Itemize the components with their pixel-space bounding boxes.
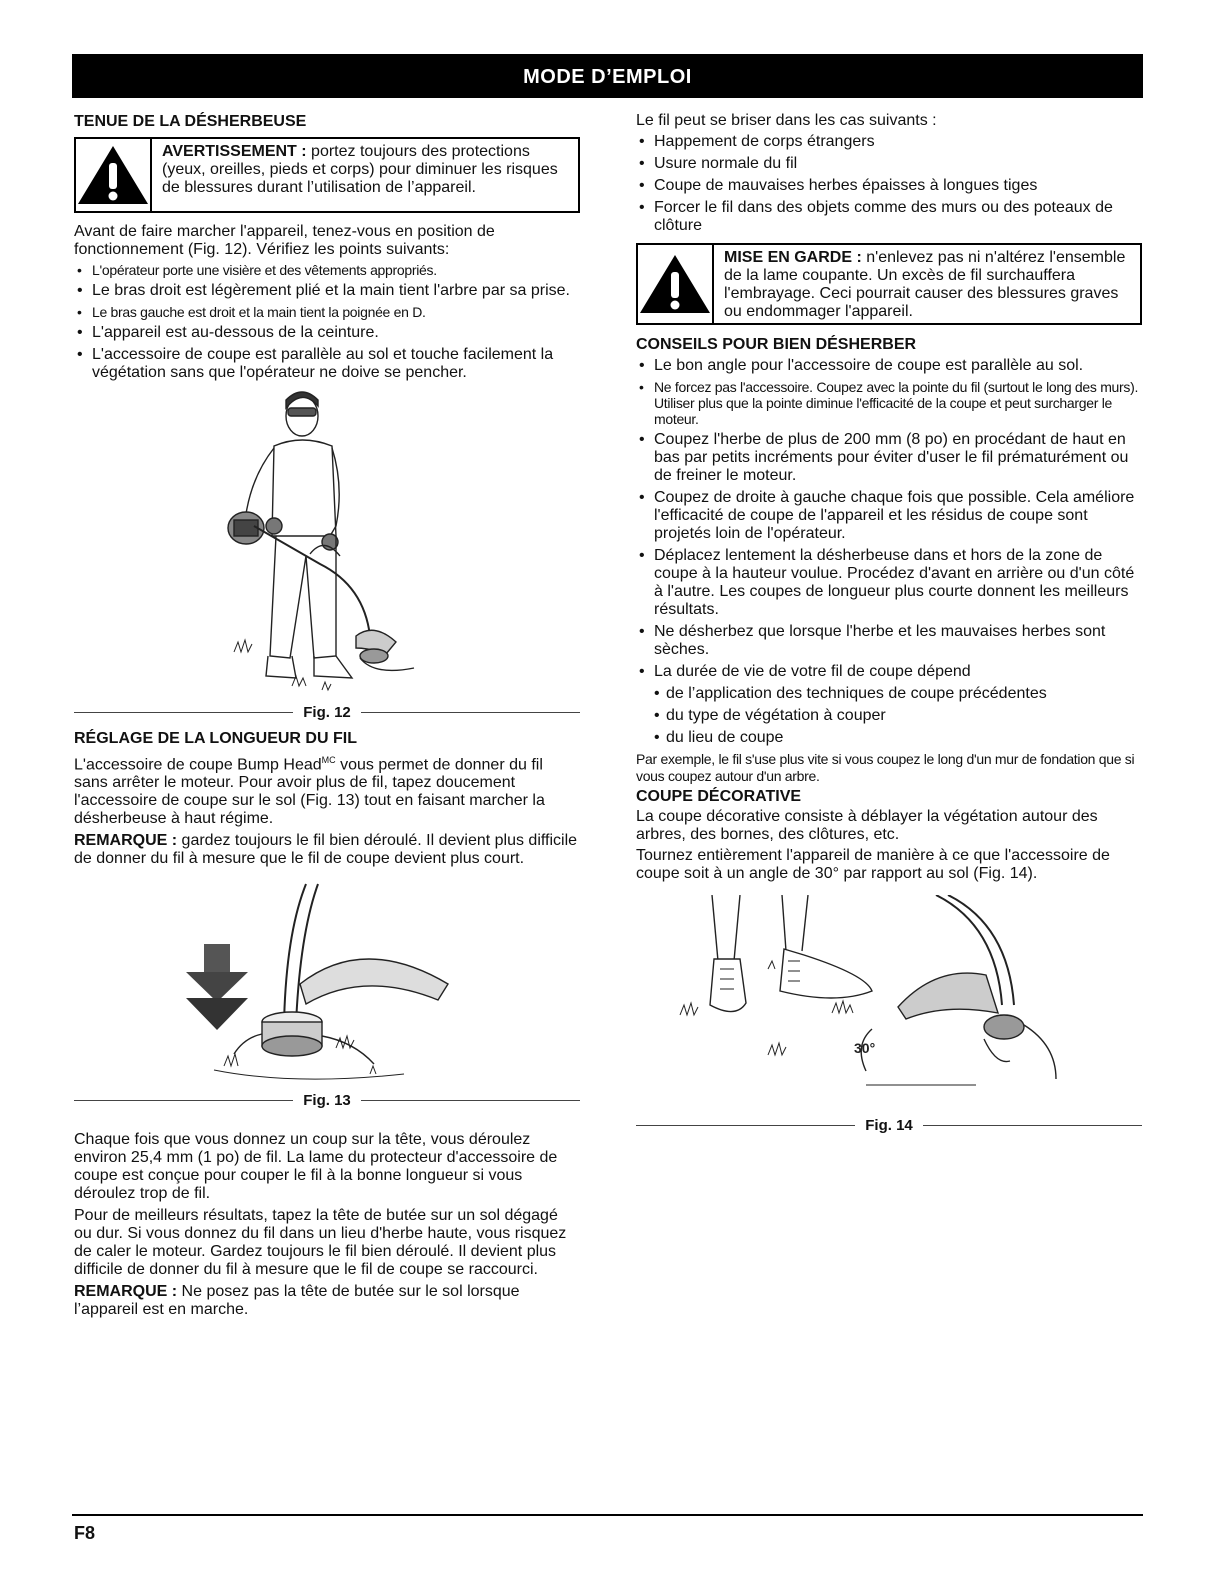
warning-title: AVERTISSEMENT :	[162, 143, 307, 160]
list-item: • Usure normale du fil	[636, 155, 1142, 173]
list-item: • de l’application des techniques de coupe précédentes	[636, 685, 1142, 703]
page-number: F8	[74, 1523, 96, 1543]
list-item: • L'accessoire de coupe est parallèle au sol et touche facilement la végétation sans que l'opérateur ne doive se pencher.	[74, 346, 580, 382]
list-item: • La durée de vie de votre fil de coupe dépend	[636, 663, 1142, 681]
checklist	[74, 262, 580, 382]
example-paragraph: Par exemple, le fil s'use plus vite si vous coupez le long d'un mur de fondation que si vous coupez autour d'un arbre.	[636, 751, 1135, 784]
warning-triangle-icon	[76, 139, 152, 211]
figure-14-decorative	[636, 895, 1142, 1117]
warning-text: portez toujours des protections (yeux, oreilles, pieds et corps) pour diminuer les risques de blessures durant l’utilisation de l’appareil.	[162, 143, 558, 196]
figure-12-operator	[74, 386, 580, 704]
list-item: • Déplacez lentement la désherbeuse dans et hors de la zone de coupe à la hauteur voulue. Procédez d'avant en arrière ou d'un côté à l'autre. Les coupes de longueur plus courte donnent les meilleurs résultats.	[636, 547, 1142, 619]
figure-13-bump-head	[74, 874, 580, 1092]
caution-title: MISE EN GARDE :	[724, 249, 862, 266]
tips-sublist	[636, 685, 1142, 747]
list-item: • Coupe de mauvaises herbes épaisses à longues tiges	[636, 177, 1142, 195]
heading-reglage: RÉGLAGE DE LA LONGUEUR DU FIL	[74, 730, 357, 747]
list-item: • Coupez de droite à gauche chaque fois que possible. Cela améliore l'efficacité de coupe de l'appareil et les résidus de coupe sont projetés loin de l'opérateur.	[636, 489, 1142, 543]
warning-triangle-icon	[638, 245, 714, 323]
list-item: • Le bras gauche est droit et la main tient la poignée en D.	[74, 304, 580, 320]
right-column	[636, 112, 1142, 1142]
warning-box	[74, 137, 580, 213]
list-item: • Le bon angle pour l'accessoire de coupe est parallèle au sol.	[636, 357, 1142, 375]
list-item: • Happement de corps étrangers	[636, 133, 1142, 151]
bump-head-paragraph: L'accessoire de coupe Bump Head$^{MC}$ vous permet de donner du fil sans arrêter le moteur. Pour avoir plus de fil, tapez doucement l'accessoire de coupe sur le sol (Fig. 13) tout en faisant marcher la désherbeuse à haut régime.	[74, 755, 545, 828]
intro-paragraph: Avant de faire marcher l'appareil, tenez-vous en position de fonctionnement (Fig. 12). Vérifiez les points suivants:	[74, 223, 495, 258]
decorative-paragraph-1: La coupe décorative consiste à déblayer la végétation autour des arbres, des bornes, des clôtures, etc.	[636, 808, 1098, 843]
list-item: • du lieu de coupe	[636, 729, 1142, 747]
left-column	[74, 112, 580, 1325]
caution-text: n'enlevez pas ni n'altérez l'ensemble de la lame coupante. Un excès de fil surchauffera l'embrayage. Ceci pourrait causer des blessures graves ou endommager l'appareil.	[724, 249, 1126, 320]
note-2: REMARQUE : Ne posez pas la tête de butée sur le sol lorsque l’appareil est en marche.	[74, 1283, 520, 1319]
list-item: • Ne forcez pas l'accessoire. Coupez avec la pointe du fil (surtout le long des murs). Utiliser plus que la pointe diminue l'efficacité de la coupe et peut surcharger le moteur.	[636, 379, 1142, 427]
list-item: • Forcer le fil dans des objets comme des murs ou des poteaux de clôture	[636, 199, 1142, 235]
figure-13-caption: Fig. 13	[74, 1092, 580, 1109]
paragraph-best-results: Pour de meilleurs résultats, tapez la tête de butée sur un sol dégagé ou dur. Si vous donnez du fil dans un lieu d'herbe haute, vous risquez de caler le moteur. Gardez toujours le fil bien déroulé. Il devient plus difficile de donner du fil à mesure que le fil de coupe se raccourci.	[74, 1207, 567, 1279]
list-item: • L'opérateur porte une visière et des vêtements appropriés.	[74, 262, 580, 278]
footer-rule	[72, 1514, 1143, 1516]
breakage-list	[636, 133, 1142, 235]
list-item: • Ne désherbez que lorsque l'herbe et les mauvaises herbes sont sèches.	[636, 623, 1142, 659]
figure-12-caption: Fig. 12	[74, 704, 580, 721]
figure-14-caption: Fig. 14	[636, 1117, 1142, 1134]
heading-conseils: CONSEILS POUR BIEN DÉSHERBER	[636, 336, 917, 353]
list-item: • du type de végétation à couper	[636, 707, 1142, 725]
heading-tenue: TENUE DE LA DÉSHERBEUSE	[74, 113, 307, 130]
note-1: REMARQUE : gardez toujours le fil bien déroulé. Il devient plus difficile de donner du fil à mesure que le fil de coupe devient plus court.	[74, 832, 578, 868]
section-banner: MODE D’EMPLOI	[72, 54, 1143, 98]
decorative-paragraph-2: Tournez entièrement l'appareil de manière à ce que l'accessoire de coupe soit à un angle de 30° par rapport au sol (Fig. 14).	[636, 847, 1110, 882]
breakage-intro: Le fil peut se briser dans les cas suivants :	[636, 112, 937, 129]
tips-list	[636, 357, 1142, 681]
paragraph-unroll: Chaque fois que vous donnez un coup sur la tête, vous déroulez environ 25,4 mm (1 po) de fil. La lame du protecteur d'accessoire de coupe est conçue pour couper le fil à la bonne longueur si vous déroulez trop de fil.	[74, 1131, 558, 1203]
heading-coupe-decorative: COUPE DÉCORATIVE	[636, 788, 802, 805]
list-item: • L'appareil est au-dessous de la ceinture.	[74, 324, 580, 342]
caution-box	[636, 243, 1142, 325]
list-item: • Coupez l'herbe de plus de 200 mm (8 po) en procédant de haut en bas par petits incréments pour éviter d'user le fil prématurément ou de freiner le moteur.	[636, 431, 1142, 485]
list-item: • Le bras droit est légèrement plié et la main tient l'arbre par sa prise.	[74, 282, 580, 300]
angle-label: 30°	[854, 1040, 876, 1056]
